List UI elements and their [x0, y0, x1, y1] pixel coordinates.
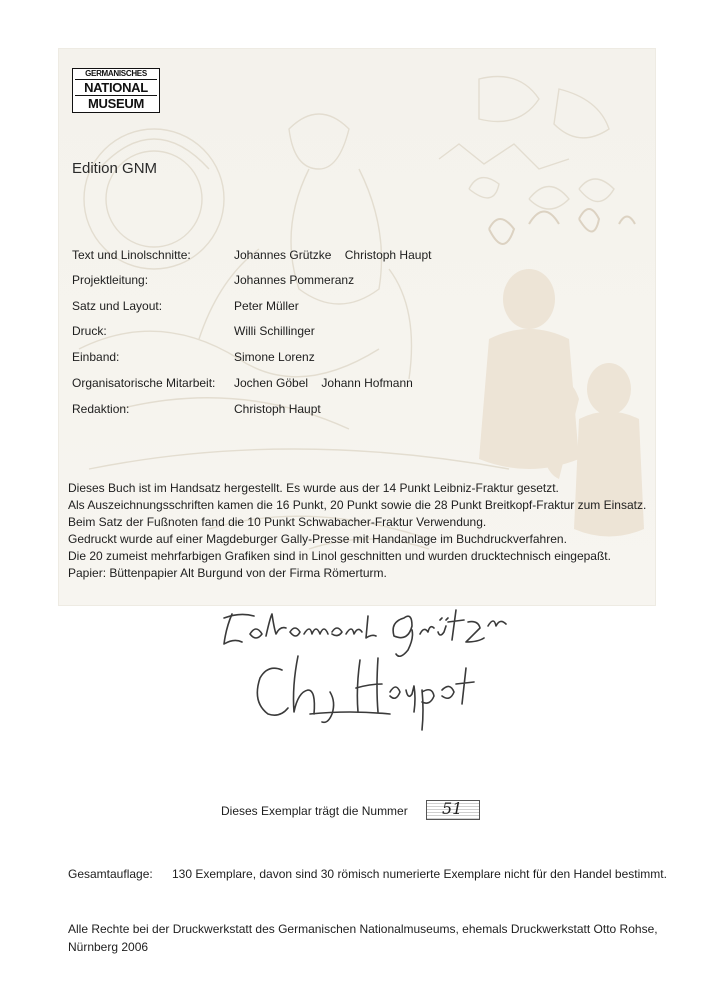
logo-line-2: NATIONAL: [75, 80, 157, 96]
copy-number-label: Dieses Exemplar trägt die Nummer: [221, 804, 408, 818]
credit-name: Simone Lorenz: [234, 350, 315, 364]
note-line: Dieses Buch ist im Handsatz hergestellt. Es wurde aus der 14 Punkt Leibniz-Fraktur gesetzt.: [68, 481, 559, 495]
credit-label: Einband:: [72, 350, 120, 364]
note-line: Als Auszeichnungsschriften kamen die 16 Punkt, 20 Punkt sowie die 28 Punkt Breitkopf-Fraktur zum Einsatz.: [68, 498, 647, 512]
logo-line-3: MUSEUM: [88, 96, 144, 111]
credit-label: Projektleitung:: [72, 273, 149, 287]
note-line: Papier: Büttenpapier Alt Burgund von der Firma Römerturm.: [68, 566, 387, 580]
credit-names: [234, 350, 325, 364]
credit-label: Redaktion:: [72, 402, 130, 416]
credit-names: [234, 376, 423, 390]
edition-title: Edition GNM: [72, 160, 158, 177]
credit-name: Christoph Haupt: [234, 402, 321, 416]
credit-name: Jochen Göbel: [234, 376, 309, 390]
edition-size-label: Gesamtauflage:: [68, 867, 153, 881]
credit-label: Satz und Layout:: [72, 299, 163, 313]
rights-line: Alle Rechte bei der Druckwerkstatt des Germanischen Nationalmuseums, ehemals Druckwerkstatt Otto Rohse,: [68, 922, 658, 936]
credit-names: [234, 402, 331, 416]
rights-notice: [68, 920, 658, 956]
handwritten-signatures: [210, 596, 590, 756]
credit-name: Johann Hofmann: [321, 376, 413, 390]
note-line: Beim Satz der Fußnoten fand die 10 Punkt Schwabacher-Fraktur Verwendung.: [68, 515, 487, 529]
production-notes: [68, 480, 668, 582]
credit-name: Johannes Pommeranz: [234, 273, 355, 287]
credit-names: [234, 248, 441, 262]
credit-name: Peter Müller: [234, 299, 299, 313]
credit-names: [234, 273, 364, 287]
logo-line-1: GERMANISCHES: [75, 70, 157, 80]
credit-names: [234, 324, 325, 338]
copy-number-value: 51: [442, 799, 463, 818]
credit-label: Organisatorische Mitarbeit:: [72, 376, 216, 390]
credit-name: Christoph Haupt: [344, 248, 432, 262]
credit-label: Druck:: [72, 324, 107, 338]
credit-label: Text und Linolschnitte:: [72, 248, 191, 262]
signature-drawing: [210, 596, 590, 756]
credit-name: Johannes Grützke: [234, 248, 332, 262]
edition-size-value: 130 Exemplare, davon sind 30 römisch numerierte Exemplare nicht für den Handel bestimmt.: [172, 867, 667, 881]
note-line: Die 20 zumeist mehrfarbigen Grafiken sind in Linol geschnitten und wurden drucktechnisch eingepaßt.: [68, 549, 611, 563]
museum-logo: [72, 68, 160, 113]
note-line: Gedruckt wurde auf einer Magdeburger Gally-Presse mit Handanlage im Buchdruckverfahren.: [68, 532, 567, 546]
credit-name: Willi Schillinger: [234, 324, 315, 338]
rights-line: Nürnberg 2006: [68, 940, 149, 954]
credit-names: [234, 299, 309, 313]
